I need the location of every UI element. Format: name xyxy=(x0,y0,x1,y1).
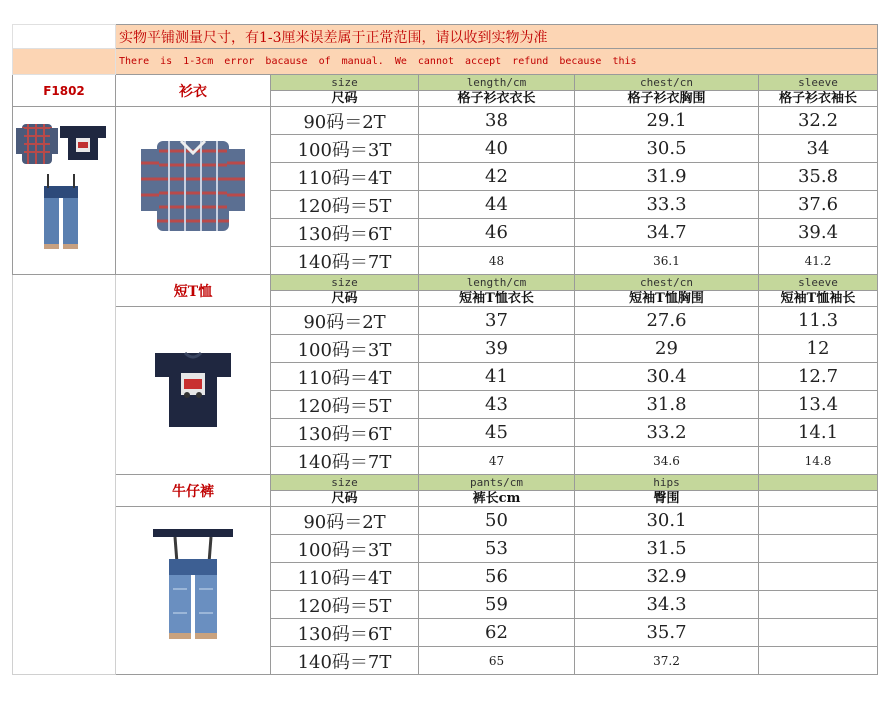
product-code: F1802 xyxy=(13,75,116,107)
table-row: 120码＝5T 59 34.3 xyxy=(13,591,878,619)
shirt-col-sleeve: sleeve xyxy=(759,75,878,91)
tee-header-row: 短T恤 size length/cm chest/cn sleeve xyxy=(13,275,878,291)
tee-photo xyxy=(116,307,271,475)
left-empty-column xyxy=(13,275,116,675)
shirt-header-row xyxy=(13,75,878,91)
table-row: 140码＝7T 47 34.6 14.8 xyxy=(13,447,878,475)
shirt-sub-length: 格子衫衣衣长 xyxy=(419,91,575,107)
banner-english-row xyxy=(13,49,878,75)
shirt-photo xyxy=(116,107,271,275)
shirt-col-length: length/cm xyxy=(419,75,575,91)
table-row: 120码＝5T 44 33.3 37.6 xyxy=(13,191,878,219)
table-row: 90码＝2T 37 27.6 11.3 xyxy=(13,307,878,335)
outfit-thumbnail-image xyxy=(14,114,114,264)
banner-chinese-note: 实物平铺测量尺寸，有1-3厘米误差属于正常范围，请以收到实物为准 xyxy=(116,25,878,49)
tshirt-image xyxy=(153,339,233,439)
table-row: 100码＝3T 39 29 12 xyxy=(13,335,878,363)
outfit-photo xyxy=(13,107,116,275)
table-row: 140码＝7T 48 36.1 41.2 xyxy=(13,247,878,275)
table-row: 130码＝6T 46 34.7 39.4 xyxy=(13,219,878,247)
tee-title: 短T恤 xyxy=(116,275,271,307)
jeans-photo xyxy=(116,507,271,675)
tee-small-image xyxy=(60,126,106,160)
jeans-image xyxy=(143,529,243,649)
table-row: 110码＝4T 56 32.9 xyxy=(13,563,878,591)
shirt-sub-chest: 格子衫衣胸围 xyxy=(575,91,759,107)
jeans-small-image xyxy=(44,174,78,249)
top-empty-row xyxy=(13,25,878,49)
shirt-size-cell: 90码＝2T xyxy=(271,107,419,135)
table-row: 110码＝4T 41 30.4 12.7 xyxy=(13,363,878,391)
table-row: 110码＝4T 42 31.9 35.8 xyxy=(13,163,878,191)
table-row: 90码＝2T 50 30.1 xyxy=(13,507,878,535)
shirt-col-size: size xyxy=(271,75,419,91)
table-row: 100码＝3T 53 31.5 xyxy=(13,535,878,563)
table-row: 130码＝6T 45 33.2 14.1 xyxy=(13,419,878,447)
banner-english-note: There is 1-3cm error bacause of manual. We cannot accept refund because this xyxy=(116,49,878,75)
tee-subheader-row: 尺码 短袖T恤衣长 短袖T恤胸围 短袖T恤袖长 xyxy=(13,291,878,307)
jeans-header-row: 牛仔裤 size pants/cm hips xyxy=(13,475,878,491)
table-row: 90码＝2T 38 29.1 32.2 xyxy=(13,107,878,135)
shirt-title: 衫衣 xyxy=(116,75,271,107)
size-chart-table xyxy=(12,24,878,675)
jeans-col-empty xyxy=(759,475,878,491)
table-row: 100码＝3T 40 30.5 34 xyxy=(13,135,878,163)
shirt-sub-sleeve: 格子衫衣袖长 xyxy=(759,91,878,107)
plaid-shirt-small-image xyxy=(16,124,58,164)
table-row: 130码＝6T 62 35.7 xyxy=(13,619,878,647)
jeans-subheader-row: 尺码 裤长cm 臀围 xyxy=(13,491,878,507)
shirt-col-chest: chest/cn xyxy=(575,75,759,91)
shirt-sub-size: 尺码 xyxy=(271,91,419,107)
table-row: 140码＝7T 65 37.2 xyxy=(13,647,878,675)
plaid-shirt-image xyxy=(133,129,253,249)
table-row: 120码＝5T 43 31.8 13.4 xyxy=(13,391,878,419)
jeans-title: 牛仔裤 xyxy=(116,475,271,507)
